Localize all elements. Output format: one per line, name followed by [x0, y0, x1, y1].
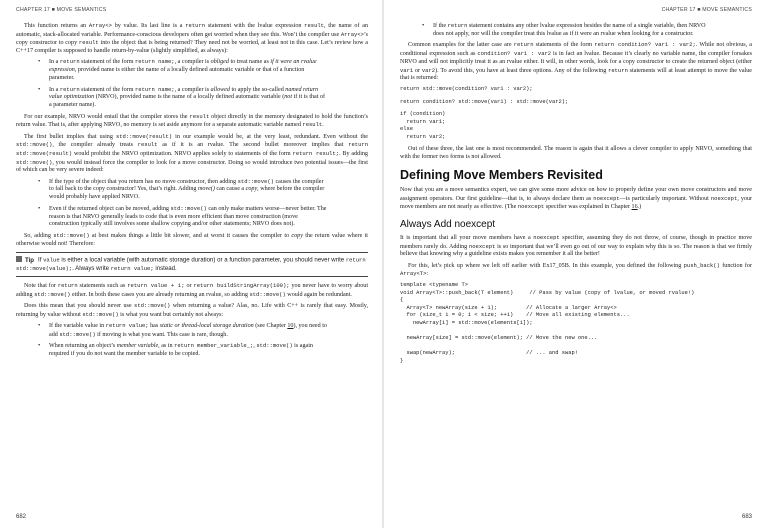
code-block: if (condition) return var1; else return var2; [400, 111, 446, 140]
subsection-heading: Always Add noexcept [400, 219, 496, 230]
bullet-list [16, 58, 368, 109]
chapter-link[interactable]: 16 [631, 204, 638, 211]
paragraph: This function returns an Array<> by value. Its last line is a return statement with the lvalue expression result, the name of an automatic, stack-allocated variable. Performance-conscious developers often get worried when they see this. Won’t the compiler use Array<>’s copy constructor to copy result into the object that is being returned? They need not be worried, at least not in this case. Let’s review how a C++17 compiler is supposed to handle return-by-value (slightly simplified, as always): [16, 22, 368, 55]
right-page [384, 0, 768, 528]
tip-square-icon [16, 256, 22, 262]
code-block: template <typename T> void Array<T>::push_back(T element) // Pass by value (copy of lvalue, or moved rvalue!) { Array<T> newArray(size + 1); // Allocate a larger Array<> for (size_t i = 0; i < size; ++i) // Move all existing elements... newArray[i] = std::move(elements[i]); newArray[size] = std::move(element); // Move the new one... swap(newArray); // ... and swap! } [400, 282, 695, 365]
list-item: • In a return statement of the form return name;, a compiler is obliged to treat name as if it were an rvalue expression, provided name is either the name of a locally defined automatic variable or that of a function parameter. [16, 58, 368, 82]
paragraph: The first bullet implies that using std::move(result) in our example would be, at the very least, redundant. Even without the std::move(), the compiler already treats result as if it is an rvalue. The second bullet moreover implies that return std::move(result) would prohibit the NRVO optimization. NRVO applies solely to statements of the form return result;. By adding std::move(), you would instead force the compiler to look for a move constructor. Doing so would introduce two potential issues—the first of which can be very severe indeed: [16, 132, 368, 174]
paragraph: For our example, NRVO would entail that the compiler stores the result object directly in the memory designated to hold the function’s return value. That is, after applying NRVO, no memory is set aside anymore for a separate automatic variable named result. [16, 112, 368, 129]
paragraph: It is important that all your move members have a noexcept specifier, assuming they do not throw, of course, though in practice move members rarely do. Adding noexcept is so important that we’ll even go out of our way to explain why this is so. The reason is that we firmly believe that knowing why a guideline exists makes you remember it all the better! [400, 234, 753, 258]
running-head-right: CHAPTER 17 ■ MOVE SEMANTICS [661, 7, 752, 13]
code-block: return std::move(condition? var1 : var2); [400, 85, 533, 92]
paragraph: Common examples for the latter case are return statements of the form return condition? var1 : var2;. While not obvious, a conditional expression such as condition? var1 : var2 is in fact an lvalue. Because it’s clearly no variable name, the compiler forsakes NRVO and will not implicitly treat it as an rvalue either. It will, in other words, look for a copy constructor to create the returned object (either var1 or var2). To avoid this, you have at least three options. Any of the following return statements will at least attempt to move the value that is returned: [400, 41, 752, 82]
paragraph: Does this mean that you should never use std::move() when returning a value? Alas, no. Life with C++ is rarely that easy. Mostly, returning by value without std::move() is what you want but certainly not always: [16, 301, 368, 318]
page-number-right: 683 [741, 514, 752, 520]
list-item: • Even if the returned object can be moved, adding std::move() can only make matters worse—never better. The reason is that NRVO generally leads to code that is even more efficient than move construction (move construction typically still involves some shallow copying and/or other statements; NRVO does not). [16, 205, 368, 229]
tip-label: Tip [25, 256, 35, 264]
paragraph: For this, let’s pick up where we left off earlier with Ex17_05B. In this example, you defined the following push_back() function for Array<T>: [400, 261, 752, 278]
paragraph: Out of these three, the last one is most recommended. The reason is again that it allows a clever compiler to apply NRVO, something that with the former two forms is not allowed. [400, 146, 752, 161]
left-page-body [16, 22, 368, 362]
list-item: • If the return statement contains any other lvalue expression besides the name of a single variable, then NRVO does not apply, nor will the compiler treat this lvalue as if it were an rvalue when looking for a constructor. [400, 22, 752, 38]
bullet-list [400, 22, 752, 38]
list-item: • If the variable value in return value; has static or thread-local storage duration (see Chapter 10), you need to add std::move() if moving is what you want. This case is rare, though. [16, 322, 368, 339]
chapter-link[interactable]: 10 [287, 322, 294, 329]
list-item: • If the type of the object that you return has no move constructor, then adding std::move() causes the compiler to fall back to the copy constructor! Yes, that’s right. Adding move() can cause a copy, where before the compiler would probably have applied NRVO. [16, 178, 368, 202]
paragraph: Note that for return statements such as return value + 1; or return buildStringArray(100); you never have to worry about adding std::move() either. In both these cases you are already returning an rvalue, so adding std::move() would again be redundant. [16, 281, 369, 298]
page-number-left: 682 [16, 514, 27, 520]
list-item: • When returning an object’s member variable, as in return member_variable_;, std::move() is again required if you do not want the member variable to be copied. [16, 342, 368, 358]
bullet-list [16, 322, 368, 359]
running-head-left: CHAPTER 17 ■ MOVE SEMANTICS [16, 7, 107, 13]
paragraph: Now that you are a move semantics expert, we can give some more advice on how to properly define your own move constructors and move assignment operators. Our first guideline—that is, to always declare them as noexcept—is particularly important. Without noexcept, your move members are not nearly as effective. (The noexcept specifier was explained in Chapter 16.) [400, 186, 753, 211]
bullet-list [16, 178, 368, 229]
right-page-body [400, 22, 752, 371]
section-heading: Defining Move Members Revisited [400, 167, 603, 182]
tip-box: Tip If value is either a local variable (with automatic storage duration) or a function parameter, you should never write return std::move(value);. Always write return value; instead. [16, 252, 368, 277]
list-item: • In a return statement of the form return name;, a compiler is allowed to apply the so-called named return value optimization (NRVO), provided name is the name of a locally defined automatic variable (not if it is that of a parameter name). [16, 86, 368, 110]
paragraph: So, adding std::move() at best makes things a little bit slower, and at worst it causes the compiler to copy the return value where it otherwise would not! Therefore: [16, 231, 369, 247]
code-block: return condition? std::move(var1) : std::move(var2); [400, 98, 569, 105]
